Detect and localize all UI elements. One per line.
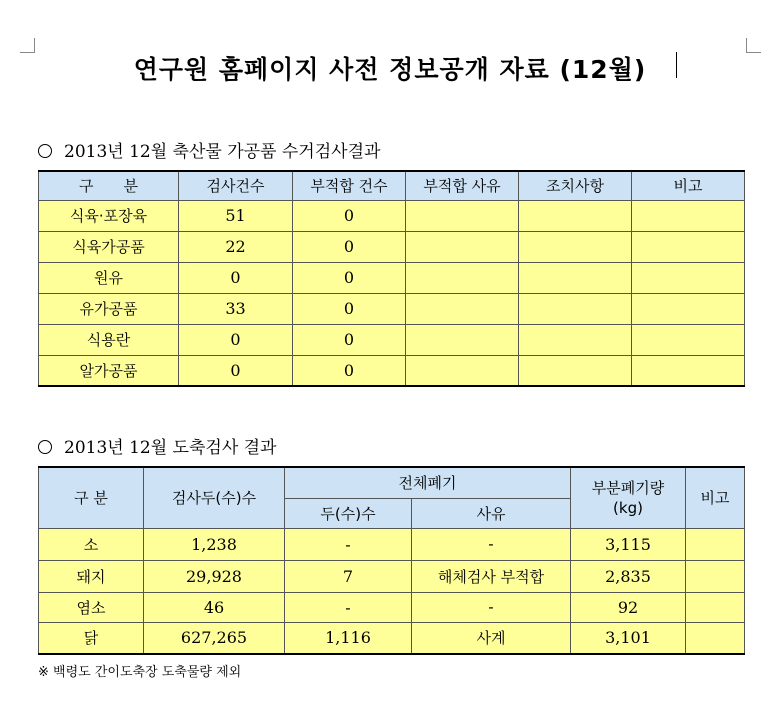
row-label: 식용란	[39, 324, 179, 355]
footnote: ※ 백령도 간이도축장 도축물량 제외	[38, 665, 242, 680]
header-disposal-head-count: 두(수)수	[285, 498, 412, 528]
cell-note	[686, 560, 745, 592]
cell-reason	[406, 324, 519, 355]
slaughter-table-header-top	[39, 467, 745, 498]
header-disposal-reason: 사유	[412, 498, 571, 528]
section2-heading-row	[38, 433, 276, 458]
cell-disposal-head-count: -	[285, 592, 412, 622]
cell-partial-disposal: 2,835	[571, 560, 686, 592]
cell-note	[632, 355, 745, 386]
table-row	[39, 231, 745, 262]
cell-nonconforming-count: 0	[293, 355, 406, 386]
cell-inspection-count: 0	[179, 355, 293, 386]
header-category: 구 분	[39, 467, 144, 528]
header-note: 비고	[632, 171, 745, 200]
table-row	[39, 262, 745, 293]
cell-inspection-count: 0	[179, 324, 293, 355]
cell-inspection-count: 22	[179, 231, 293, 262]
cell-inspection-head-count: 46	[144, 592, 285, 622]
cell-note	[632, 262, 745, 293]
text-cursor	[676, 52, 677, 78]
cell-action	[519, 200, 632, 231]
cell-note	[632, 231, 745, 262]
table-row	[39, 200, 745, 231]
header-action: 조치사항	[519, 171, 632, 200]
row-label: 염소	[39, 592, 144, 622]
cell-disposal-reason: -	[412, 528, 571, 560]
table-row	[39, 355, 745, 386]
cell-disposal-reason: 해체검사 부적합	[412, 560, 571, 592]
row-label: 소	[39, 528, 144, 560]
header-category: 구 분	[39, 171, 179, 200]
cell-reason	[406, 200, 519, 231]
header-nonconforming-count: 부적합 건수	[293, 171, 406, 200]
section2-heading: 2013년 12월 도축검사 결과	[64, 438, 277, 458]
cell-note	[632, 293, 745, 324]
cell-note	[632, 200, 745, 231]
cell-inspection-count: 33	[179, 293, 293, 324]
cell-partial-disposal: 3,101	[571, 622, 686, 654]
header-total-disposal: 전체폐기	[285, 467, 571, 498]
table-row	[39, 622, 745, 654]
cell-disposal-head-count: -	[285, 528, 412, 560]
cell-nonconforming-count: 0	[293, 324, 406, 355]
cell-nonconforming-count: 0	[293, 231, 406, 262]
cell-inspection-head-count: 627,265	[144, 622, 285, 654]
table-row	[39, 324, 745, 355]
header-partial-disposal	[571, 467, 686, 528]
row-label: 돼지	[39, 560, 144, 592]
circle-bullet-icon	[38, 144, 52, 158]
cell-reason	[406, 293, 519, 324]
cell-action	[519, 355, 632, 386]
header-partial-disposal-unit: (kg)	[613, 498, 643, 517]
cell-note	[686, 528, 745, 560]
section1-heading-row	[38, 137, 380, 162]
table-row	[39, 592, 745, 622]
header-inspection-head-count: 검사두(수)수	[144, 467, 285, 528]
cell-note	[632, 324, 745, 355]
table-row	[39, 293, 745, 324]
cell-inspection-count: 0	[179, 262, 293, 293]
cell-nonconforming-count: 0	[293, 293, 406, 324]
cell-nonconforming-count: 0	[293, 200, 406, 231]
slaughter-table	[38, 466, 745, 655]
table-row	[39, 560, 745, 592]
cell-reason	[406, 262, 519, 293]
cell-action	[519, 324, 632, 355]
cell-action	[519, 293, 632, 324]
cell-nonconforming-count: 0	[293, 262, 406, 293]
inspection-table	[38, 170, 745, 387]
row-label: 식육가공품	[39, 231, 179, 262]
page-title: 연구원 홈페이지 사전 정보공개 자료 (12월)	[133, 55, 647, 84]
row-label: 유가공품	[39, 293, 179, 324]
header-partial-disposal-line1: 부분폐기량	[591, 478, 665, 497]
cell-disposal-head-count: 7	[285, 560, 412, 592]
section1-heading: 2013년 12월 축산물 가공품 수거검사결과	[64, 142, 381, 162]
row-label: 닭	[39, 622, 144, 654]
circle-bullet-icon	[38, 440, 52, 454]
cell-reason	[406, 231, 519, 262]
cell-disposal-reason: -	[412, 592, 571, 622]
cell-action	[519, 262, 632, 293]
cell-disposal-head-count: 1,116	[285, 622, 412, 654]
cell-partial-disposal: 92	[571, 592, 686, 622]
cell-note	[686, 592, 745, 622]
header-inspection-count: 검사건수	[179, 171, 293, 200]
cell-note	[686, 622, 745, 654]
row-label: 식육·포장육	[39, 200, 179, 231]
cell-inspection-head-count: 1,238	[144, 528, 285, 560]
cell-disposal-reason: 사계	[412, 622, 571, 654]
header-nonconforming-reason: 부적합 사유	[406, 171, 519, 200]
cell-inspection-count: 51	[179, 200, 293, 231]
cell-reason	[406, 355, 519, 386]
inspection-table-header	[39, 171, 745, 200]
row-label: 원유	[39, 262, 179, 293]
cell-action	[519, 231, 632, 262]
row-label: 알가공품	[39, 355, 179, 386]
header-note: 비고	[686, 467, 745, 528]
cell-partial-disposal: 3,115	[571, 528, 686, 560]
cell-inspection-head-count: 29,928	[144, 560, 285, 592]
table-row	[39, 528, 745, 560]
